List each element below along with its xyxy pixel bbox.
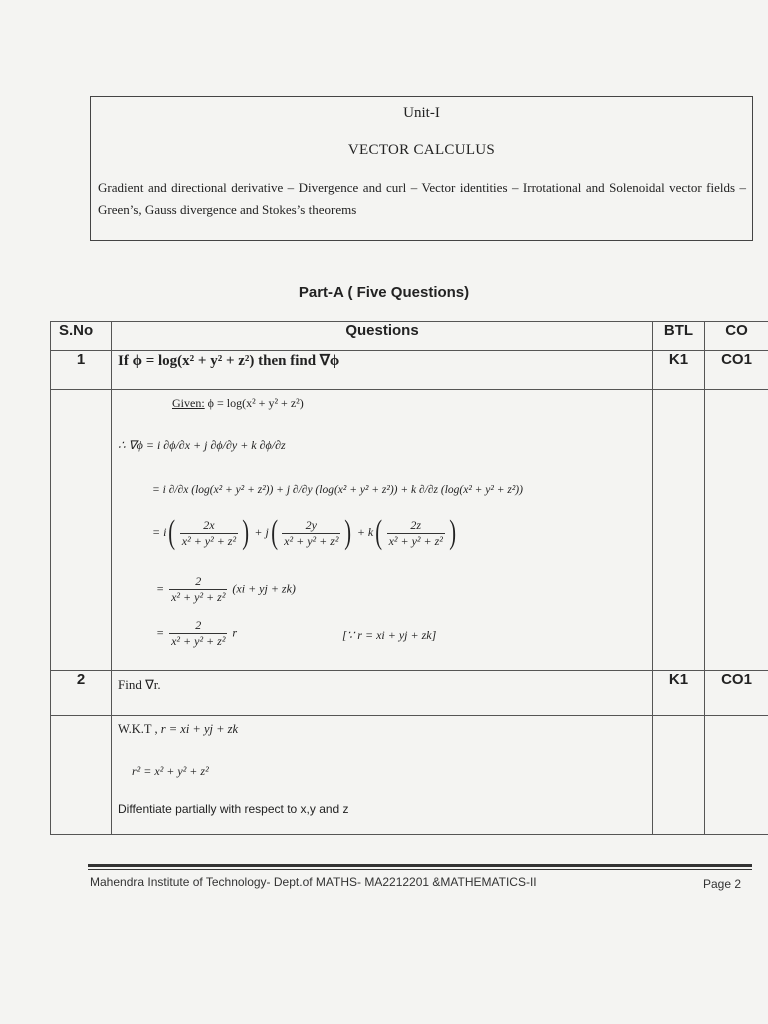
table-row	[51, 351, 768, 390]
gradient-definition: ∴ ∇ϕ = i ∂ϕ/∂x + j ∂ϕ/∂y + k ∂ϕ/∂z	[118, 438, 286, 452]
vector-r: r	[232, 625, 238, 640]
vector-xyz: (xi + yj + zk)	[232, 581, 296, 596]
table-row	[51, 671, 768, 716]
solution-cell: Given: ϕ = log(x² + y² + z²) ∴ ∇ϕ = i ∂ϕ/∂x + j ∂ϕ/∂y + k ∂ϕ/∂z = i ∂/∂x (log(x² + y² + z²)) + j ∂/∂y (log(x² + y² + z²)) + k ∂/∂z (log(x² + y² + z²)) = i( $\frac{2x}{\text{x² + y² + z²}}$ ) + j( $\frac{2y}{\text{x² + y² + z²}}$ ) + k( $\frac{2z}{\text{x² + y² + z²}}$ ) = $\frac{2}{\text{x² + y² + z²}}$ (xi + yj + zk) = $\frac{2}{\text{x² + y² + z²}}$ r [∵ r = xi + yj + zk]	[112, 390, 653, 671]
given-expression: ϕ = log(x² + y² + z²)	[207, 396, 304, 410]
question-text: Find ∇r.	[112, 671, 653, 716]
unit-syllabus: Gradient and directional derivative – Divergence and curl – Vector identities – Irrotational and Solenoidal vector fields – Green’s, Gauss divergence and Stokes’s theorems	[98, 180, 746, 217]
unit-box	[90, 96, 753, 241]
wkt-label: W.K.T ,	[118, 722, 158, 736]
question-number: 2	[51, 671, 112, 716]
frac-num-2a: 2	[169, 574, 227, 590]
solution-cell	[112, 716, 653, 835]
frac-num-x: 2x	[180, 518, 238, 534]
r-squared: r² = x² + y² + z²	[132, 764, 209, 778]
footer-rule-thin	[88, 869, 752, 870]
btl-level: K1	[653, 351, 705, 390]
given-label: Given:	[172, 396, 205, 410]
frac-num-y: 2y	[282, 518, 340, 534]
frac-den-x: x² + y² + z²	[181, 533, 237, 548]
course-outcome: CO1	[705, 671, 768, 716]
header-btl: BTL	[653, 322, 705, 351]
solution-row	[51, 390, 768, 671]
frac-num-2b: 2	[169, 618, 227, 634]
frac-num-z: 2z	[387, 518, 445, 534]
unit-subject: VECTOR CALCULUS	[347, 142, 496, 158]
unit-title: Unit-I	[403, 105, 440, 121]
frac-den-2a: x² + y² + z²	[171, 590, 226, 604]
questions-table	[50, 321, 768, 835]
header-sno: S.No	[51, 322, 112, 351]
question-number: 1	[51, 351, 112, 390]
since-note: [∵ r = xi + yj + zk]	[342, 628, 437, 642]
r-vector: r = xi + yj + zk	[160, 722, 239, 736]
solution-row	[51, 716, 768, 835]
frac-den-z: x² + y² + z²	[388, 533, 443, 548]
part-title: Part-A ( Five Questions)	[298, 284, 470, 301]
question-text: If ϕ = log(x² + y² + z²) then find ∇ϕ	[112, 351, 653, 390]
frac-den-2b: x² + y² + z²	[171, 634, 226, 648]
partial-diff-text: Diffentiate partially with respect to x,y and z	[118, 802, 349, 816]
table-header-row	[51, 322, 768, 351]
partial-derivatives-line: = i ∂/∂x (log(x² + y² + z²)) + j ∂/∂y (log(x² + y² + z²)) + k ∂/∂z (log(x² + y² + z²))	[152, 484, 523, 496]
header-co: CO	[705, 322, 768, 351]
header-questions: Questions	[112, 322, 653, 351]
btl-level: K1	[653, 671, 705, 716]
footer-text: Mahendra Institute of Technology- Dept.of MATHS- MA2212201 &MATHEMATICS-II	[90, 875, 537, 889]
page-number: Page 2	[703, 877, 742, 891]
frac-den-y: x² + y² + z²	[284, 533, 339, 548]
footer-rule	[88, 864, 752, 867]
course-outcome: CO1	[705, 351, 768, 390]
